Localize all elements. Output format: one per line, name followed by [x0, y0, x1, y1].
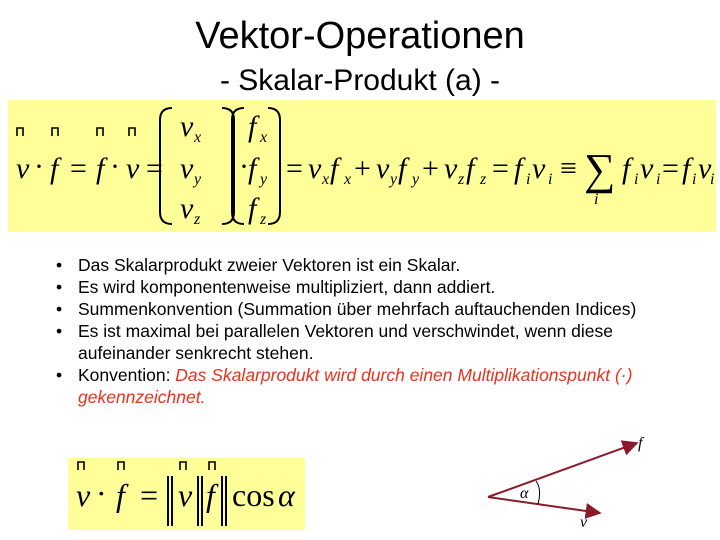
svg-text:α: α — [278, 477, 295, 513]
svg-text:f: f — [248, 192, 257, 225]
svg-text:v: v — [180, 192, 194, 225]
vector-v-column — [160, 108, 234, 228]
formula-dot: · — [34, 150, 44, 183]
svg-text:v: v — [180, 152, 194, 185]
svg-text:f: f — [622, 152, 631, 185]
svg-text:+: + — [354, 152, 371, 185]
vector-arrow-marks — [78, 462, 215, 470]
list-item: • Summenkonvention (Summation über mehrfach auftauchenden Indices) — [56, 299, 637, 319]
svg-text:y: y — [194, 171, 202, 188]
svg-text:f: f — [116, 477, 125, 513]
svg-text:=: = — [286, 152, 303, 185]
svg-text:f: f — [398, 152, 407, 185]
formula-equals-1: = — [70, 152, 87, 185]
bullet-list — [52, 254, 702, 408]
svg-text:v: v — [376, 152, 390, 185]
svg-text:z: z — [194, 211, 201, 228]
svg-text:i: i — [548, 171, 553, 188]
slide-subtitle: - Skalar-Produkt (a) - — [219, 64, 501, 97]
slide-title: Vektor-Operationen — [195, 15, 525, 57]
svg-text:·: · — [239, 150, 249, 183]
svg-text:x: x — [322, 171, 330, 188]
svg-text:i: i — [710, 171, 715, 188]
sum-notation — [584, 145, 714, 208]
svg-text:f: f — [466, 152, 475, 185]
vector-v-arrow — [488, 497, 600, 513]
index-notation — [514, 152, 552, 188]
svg-text:=: = — [146, 152, 163, 185]
svg-text:f: f — [248, 110, 257, 143]
svg-text:y: y — [412, 171, 420, 188]
svg-text:z: z — [260, 211, 267, 228]
scalar-product-formula — [8, 100, 716, 232]
svg-text:v: v — [308, 152, 322, 185]
svg-text:=: = — [140, 477, 159, 513]
svg-text:i: i — [656, 171, 661, 188]
cosine-formula — [68, 458, 305, 530]
formula-f: f — [50, 152, 59, 185]
list-item: • Konvention: Das Skalarprodukt wird durch einen Multiplikationspunkt (·) gekennzeichnet. — [56, 365, 633, 407]
vector-v-label: v — [580, 514, 588, 531]
svg-text:∑: ∑ — [584, 145, 616, 194]
svg-text:i: i — [594, 191, 599, 208]
equiv-sign: ≡ — [560, 152, 577, 185]
svg-text:=: = — [662, 152, 679, 185]
vector-angle-diagram — [480, 425, 710, 535]
svg-text:z: z — [480, 171, 487, 188]
svg-text:v: v — [698, 152, 712, 185]
list-item: • Es ist maximal bei parallelen Vektoren und verschwindet, wenn diese aufeinander senkrecht stehen. — [56, 321, 614, 363]
expanded-sum — [308, 152, 487, 188]
angle-alpha-label: α — [520, 485, 529, 502]
convention-highlight: Das Skalarprodukt wird durch einen Multiplikationspunkt (·) gekennzeichnet. — [78, 365, 633, 407]
svg-text:v: v — [640, 152, 654, 185]
svg-text:·: · — [96, 475, 107, 511]
svg-text:i: i — [634, 171, 639, 188]
svg-text:x: x — [344, 171, 352, 188]
svg-text:y: y — [390, 171, 398, 188]
list-item: • Das Skalarprodukt zweier Vektoren ist ein Skalar. — [56, 255, 461, 275]
svg-text:y: y — [260, 171, 268, 188]
svg-text:i: i — [692, 171, 697, 188]
svg-text:f: f — [682, 152, 691, 185]
vector-arrow-marks — [17, 128, 135, 136]
svg-text:x: x — [260, 129, 268, 146]
formula-v2: v — [126, 152, 140, 185]
list-item: • Es wird komponentenweise multipliziert, dann addiert. — [56, 277, 496, 297]
svg-text:v: v — [532, 152, 546, 185]
svg-text:v: v — [180, 110, 194, 143]
svg-text:f: f — [330, 152, 339, 185]
svg-text:f: f — [514, 152, 523, 185]
svg-text:+: + — [422, 152, 439, 185]
svg-text:cos: cos — [232, 477, 275, 513]
svg-text:v: v — [76, 477, 91, 513]
vector-f-arrow — [488, 443, 637, 497]
svg-text:v: v — [444, 152, 458, 185]
svg-text:f: f — [248, 152, 257, 185]
vector-f-label: f — [638, 435, 643, 452]
svg-text:x: x — [194, 129, 202, 146]
formula-f2: f — [96, 152, 105, 185]
svg-text:i: i — [526, 171, 531, 188]
svg-text:=: = — [492, 152, 509, 185]
angle-arc — [536, 481, 540, 504]
formula-v: v — [16, 152, 30, 185]
svg-text:f: f — [206, 477, 215, 513]
svg-text:·: · — [110, 150, 120, 183]
svg-text:z: z — [458, 171, 465, 188]
svg-text:v: v — [178, 477, 193, 513]
